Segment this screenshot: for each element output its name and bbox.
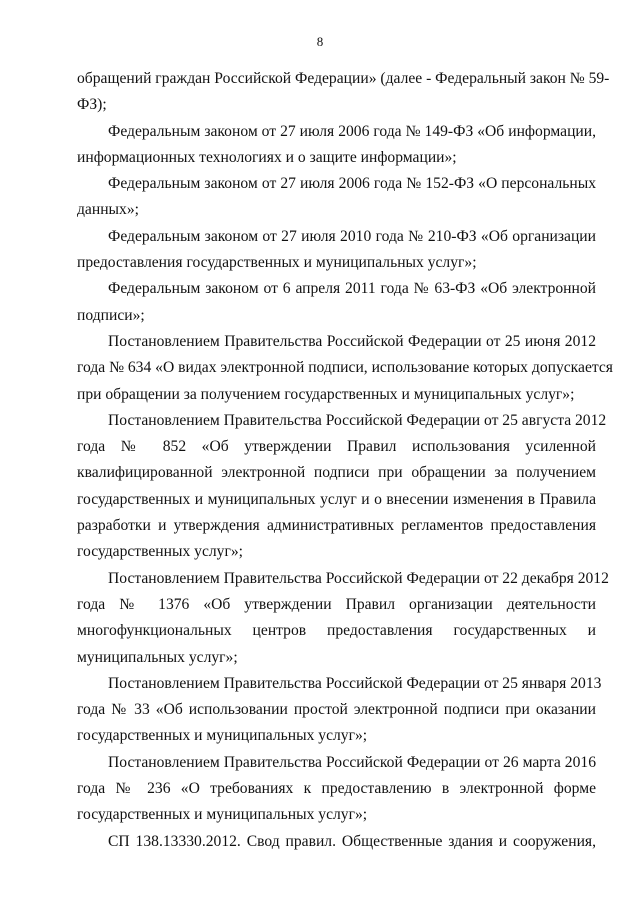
- document-body: [77, 66, 613, 855]
- text-line: государственных и муниципальных услуг»;: [77, 727, 368, 745]
- text-line: ФЗ);: [77, 96, 107, 114]
- text-line: Федеральным законом от 27 июля 2006 года № 149-ФЗ «Об информации,: [108, 122, 596, 140]
- text-line: при обращении за получением государственных и муниципальных услуг»;: [77, 385, 575, 403]
- text-line: Федеральным законом от 6 апреля 2011 года № 63-ФЗ «Об электронной: [108, 280, 596, 298]
- text-line: года № 33 «Об использовании простой электронной подписи при оказании: [77, 701, 596, 719]
- text-line: предоставления государственных и муниципальных услуг»;: [77, 254, 477, 272]
- text-line: муниципальных услуг»;: [77, 648, 238, 666]
- text-line: Постановлением Правительства Российской Федерации от 25 августа 2012: [108, 411, 607, 429]
- text-line: квалифицированной электронной подписи при обращении за получением: [77, 464, 596, 482]
- text-line: Федеральным законом от 27 июля 2010 года № 210-ФЗ «Об организации: [108, 227, 596, 245]
- text-line: подписи»;: [77, 306, 145, 324]
- text-line: государственных услуг»;: [77, 543, 243, 561]
- text-line: информационных технологиях и о защите информации»;: [77, 148, 457, 166]
- text-line: года № 852 «Об утверждении Правил использования усиленной: [77, 438, 596, 456]
- text-line: года № 634 «О видах электронной подписи, использование которых допускается: [77, 359, 613, 377]
- text-line: разработки и утверждения административных регламентов предоставления: [77, 517, 596, 535]
- page-number: 8: [316, 34, 324, 49]
- text-line: Постановлением Правительства Российской Федерации от 25 июня 2012: [108, 332, 596, 350]
- text-line: Постановлением Правительства Российской Федерации от 22 декабря 2012: [108, 569, 609, 587]
- text-line: данных»;: [77, 201, 139, 219]
- text-line: Постановлением Правительства Российской Федерации от 26 марта 2016: [108, 753, 596, 771]
- text-line: года № 1376 «Об утверждении Правил организации деятельности: [77, 595, 596, 613]
- text-line: государственных и муниципальных услуг»;: [77, 806, 368, 824]
- text-line: года № 236 «О требованиях к предоставлению в электронной форме: [77, 780, 596, 798]
- text-line: многофункциональных центров предоставления государственных и: [77, 622, 596, 640]
- text-line: государственных и муниципальных услуг и о внесении изменения в Правила: [77, 490, 596, 508]
- text-line: Федеральным законом от 27 июля 2006 года № 152-ФЗ «О персональных: [108, 175, 596, 193]
- text-line: СП 138.13330.2012. Свод правил. Общественные здания и сооружения,: [108, 832, 596, 850]
- text-line: Постановлением Правительства Российской Федерации от 25 января 2013: [108, 674, 602, 692]
- text-line: обращений граждан Российской Федерации» (далее - Федеральный закон № 59-: [77, 70, 610, 87]
